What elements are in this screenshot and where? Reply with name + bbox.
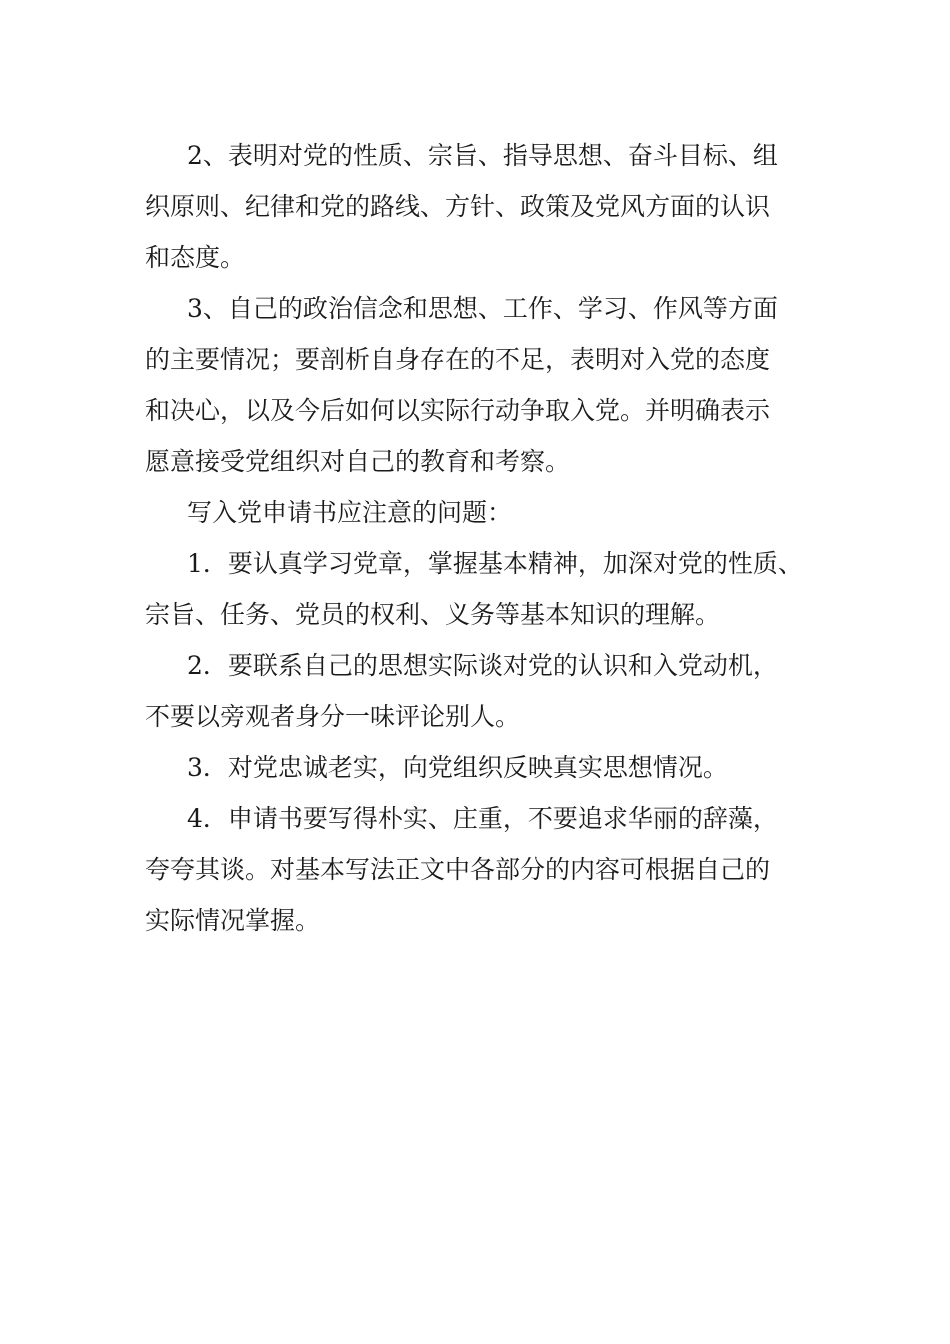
- paragraph-line: 不要以旁观者身分一味评论别人。: [145, 702, 521, 731]
- paragraph-line: 2、表明对党的性质、宗旨、指导思想、奋斗目标、组: [187, 141, 778, 170]
- paragraph-line: 夸夸其谈。对基本写法正文中各部分的内容可根据自己的: [145, 855, 771, 884]
- paragraph-line: 1．要认真学习党章，掌握基本精神，加深对党的性质、: [187, 549, 803, 578]
- paragraph-line: 织原则、纪律和党的路线、方针、政策及党风方面的认识: [145, 192, 771, 221]
- paragraph-line: 和决心，以及今后如何以实际行动争取入党。并明确表示: [145, 396, 771, 425]
- paragraph-line: 愿意接受党组织对自己的教育和考察。: [145, 447, 571, 476]
- document-body: [145, 130, 825, 946]
- paragraph-line: 的主要情况；要剖析自身存在的不足，表明对入党的态度: [145, 345, 771, 374]
- paragraph-line: 3．对党忠诚老实，向党组织反映真实思想情况。: [187, 753, 728, 782]
- paragraph-line: 3、自己的政治信念和思想、工作、学习、作风等方面: [187, 294, 778, 323]
- paragraph-line: 2．要联系自己的思想实际谈对党的认识和入党动机，: [187, 651, 778, 680]
- paragraph-line: 和态度。: [145, 243, 246, 272]
- paragraph-line: 宗旨、任务、党员的权利、义务等基本知识的理解。: [145, 600, 721, 629]
- paragraph-line: 4．申请书要写得朴实、庄重，不要追求华丽的辞藻，: [187, 804, 778, 833]
- paragraph-line: 实际情况掌握。: [145, 906, 321, 935]
- section-heading: 写入党申请书应注意的问题：: [187, 498, 513, 527]
